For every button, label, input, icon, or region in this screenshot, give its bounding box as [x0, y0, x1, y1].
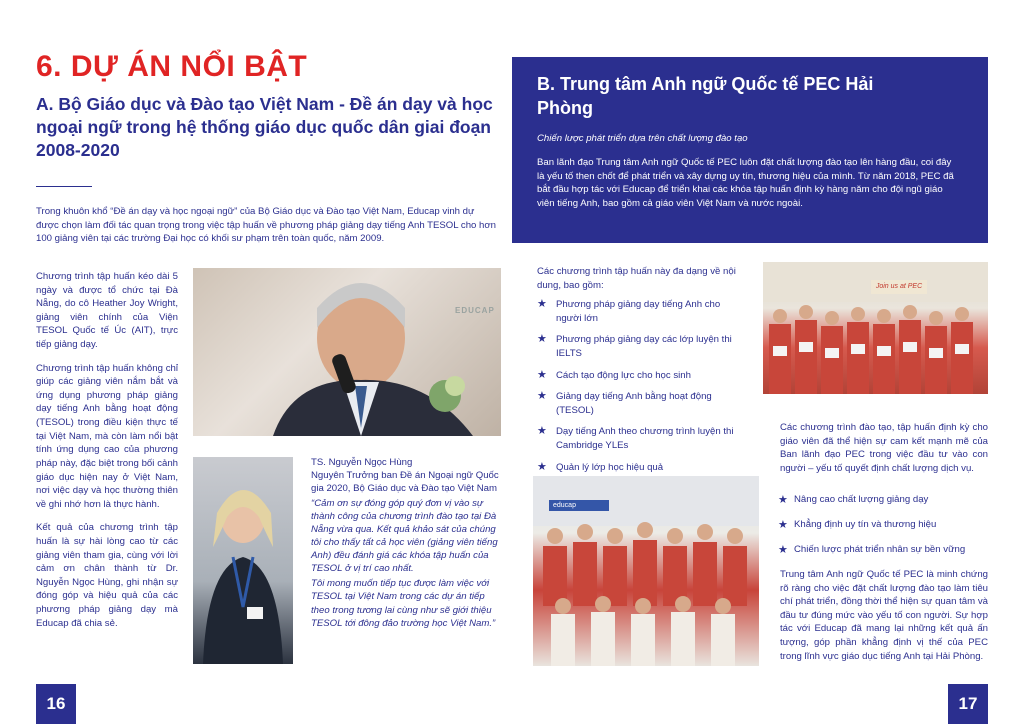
star-icon: ★ [537, 425, 547, 438]
divider [36, 186, 92, 187]
list-item: ★ Phương pháp giảng dạy các lớp luyện thi IELTS [537, 333, 732, 360]
list-item: ★ Chiến lược phát triển nhân sự bền vững [778, 544, 966, 556]
speaker-illustration [193, 268, 501, 436]
star-icon: ★ [537, 460, 547, 473]
testimonial-author: TS. Nguyễn Ngọc Hùng [311, 457, 413, 468]
programs-intro: Các chương trình tập huấn này đa dạng về nội dung, bao gồm: [537, 266, 736, 291]
star-icon: ★ [778, 544, 788, 556]
list-item: ★ Nâng cao chất lượng giảng dạy [778, 494, 929, 506]
project-a-body [36, 270, 178, 640]
closing-paragraph: Trung tâm Anh ngữ Quốc tế PEC là minh chứng rõ ràng cho việc đặt chất lượng đào tạo làm tiêu chí phát triển, đồng thời thể hiện sự quan tâm và đầu tư đúng mức vào yếu tố con người. Sự hợp tác với Educap đã mang lại những kết quả ấn tượng, góp phần khẳng định vị thế của PEC trong lĩnh vực giáo dục tiếng Anh tại Hải Phòng. [780, 569, 988, 662]
list-item: ★ Giảng dạy tiếng Anh bằng hoạt động (TESOL) [537, 390, 712, 416]
group-photo-pec [763, 262, 988, 394]
star-icon: ★ [537, 333, 547, 346]
project-a-title: A. Bộ Giáo dục và Đào tạo Việt Nam - Đề án dạy và học ngoại ngữ trong hệ thống giáo dục quốc dân giai đoạn 2008-2020 [36, 94, 493, 160]
paragraph: Kết quả của chương trình tập huấn là sự hài lòng cao từ các giảng viên tham gia, cùng với lời cảm ơn chân thành từ Dr. Nguyễn Ngọc Hùng, ghi nhận sự đóng góp và hiệu quả của các phương pháp giảng dạy mà Educap đã chia sẻ. [36, 522, 178, 629]
list-item: ★ Khẳng định uy tín và thương hiệu [778, 519, 937, 531]
page-number-left: 16 [36, 684, 76, 724]
list-item: ★ Cách tạo động lực cho học sinh [537, 369, 747, 383]
testimonial-quote: Tôi mong muốn tiếp tục được làm việc với TESOL tại Việt Nam trong các dự án tiếp theo trong tương lai cùng như sẽ giới thiệu TESOL tới đông đảo trường học Việt Nam.” [311, 578, 496, 629]
list-item: ★ Quản lý lớp học hiệu quả [537, 461, 747, 475]
photo-banner: educap [549, 500, 609, 511]
speaker-photo [193, 268, 501, 436]
project-b-header-panel [512, 57, 988, 243]
programs-list [537, 298, 747, 474]
goals-list [778, 494, 990, 569]
list-item: ★ Phương pháp giảng dạy tiếng Anh cho người lớn [537, 298, 721, 324]
trainer-photo [193, 457, 293, 664]
project-b-intro: Ban lãnh đạo Trung tâm Anh ngữ Quốc tế PEC luôn đặt chất lượng đào tạo lên hàng đầu, coi đây là yếu tố then chốt để phát triển và xây dựng uy tín, thương hiệu của mình. Từ năm 2018, PEC đã bắt đầu hợp tác với Educap để triển khai các khóa tập huấn định kỳ hàng năm cho đội ngũ giáo viên tiếng Anh, bao gồm cả giáo viên Việt Nam và nước ngoài. [537, 157, 954, 209]
commitment-paragraph: Các chương trình đào tạo, tập huấn định kỳ cho giáo viên đã thể hiện sự cam kết mạnh mẽ của Ban lãnh đạo PEC trong việc đầu tư vào con người – yếu tố quyết định chất lượng dịch vụ. [780, 422, 988, 474]
programs-section [537, 265, 747, 482]
testimonial-quote: “Cảm ơn sự đóng góp quý đơn vị vào sự thành công của chương trình đào tạo tại Đà Nẵng vừa qua. Kết quả khảo sát của chúng tôi cho thấy tất cả học viên (giảng viên tiếng Anh) đều đánh giá các khóa tập huấn của TESOL ở vị trí cao nhất. [311, 498, 498, 575]
testimonial-role: Nguyên Trưởng ban Đề án Ngoại ngữ Quốc gia 2020, Bộ Giáo dục và Đào tạo Việt Nam [311, 470, 499, 495]
star-icon: ★ [778, 494, 788, 506]
project-b-subtitle: Chiến lược phát triển dựa trên chất lượng đào tạo [537, 133, 748, 144]
trainer-illustration [193, 457, 293, 664]
project-b-title: B. Trung tâm Anh ngữ Quốc tế PEC Hải Phòng [537, 74, 874, 118]
group-photo-training [533, 476, 759, 666]
paragraph: Chương trình tập huấn không chỉ giúp các giảng viên nắm bắt và ứng dụng phương pháp giảng dạy tiếng Anh bằng hoạt động (TESOL) trong điều kiện thực tế tại Việt Nam, mà còn làm nổi bật tính ứng dụng cao của phương pháp này, đặc biệt trong bối cảnh giáo dục hiện nay ở Việt Nam, nơi việc dạy và học thường thiên về ghi nhớ hơn là thực hành. [36, 362, 178, 510]
paragraph: Chương trình tập huấn kéo dài 5 ngày và được tổ chức tại Đà Nẵng, do cô Heather Joy Wright, giảng viên chính của Viện TESOL Quốc tế Úc (AIT), trực tiếp giảng dạy. [36, 271, 178, 351]
testimonial [311, 456, 506, 630]
section-title: 6. DỰ ÁN NỔI BẬT [36, 50, 308, 83]
star-icon: ★ [537, 298, 547, 311]
list-item: ★ Dạy tiếng Anh theo chương trình luyện thi Cambridge YLEs [537, 425, 734, 452]
star-icon: ★ [537, 390, 547, 403]
photo-banner: Join us at PEC [871, 280, 927, 294]
educap-watermark: EDUCAP [455, 306, 495, 315]
project-a-intro: Trong khuôn khổ “Đề án dạy và học ngoại ngữ” của Bộ Giáo dục và Đào tạo Việt Nam, Educap vinh dự được chọn làm đối tác quan trọng trong việc tập huấn về phương pháp giảng dạy tiếng Anh TESOL cho hơn 100 giảng viên tại các trường Đại học có khối sư phạm trên toàn quốc, năm 2009. [36, 206, 497, 245]
page-number-right: 17 [948, 684, 988, 724]
star-icon: ★ [778, 519, 788, 531]
star-icon: ★ [537, 368, 547, 381]
